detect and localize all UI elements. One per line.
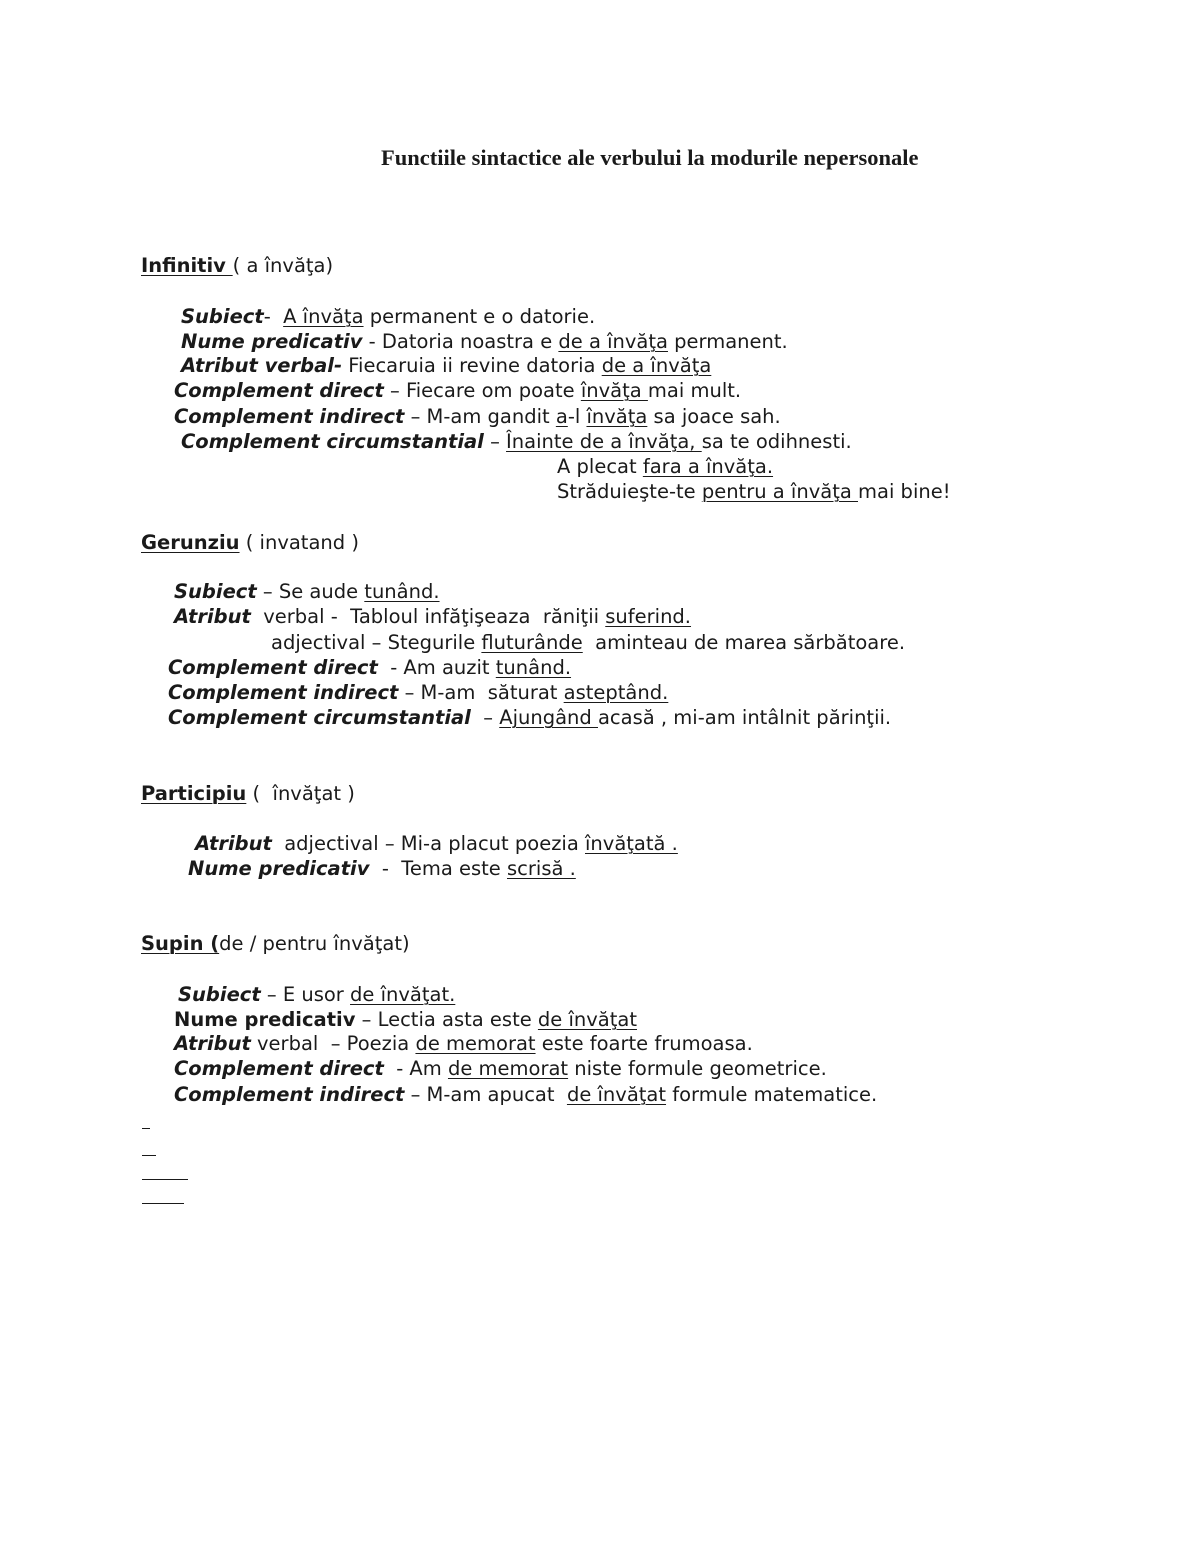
example-verb: tunând. [364,580,440,603]
text: - Datoria noastra e [362,330,559,353]
text: – [470,706,500,729]
example-verb: tunând. [495,656,572,679]
example-verb: Înainte de a învăţa, [506,430,702,453]
function-label: Subiect [181,305,264,328]
function-label: Atribut verbal- [181,354,343,377]
text: permanent e o datorie. [363,305,596,328]
heading-label: Supin ( [141,932,220,955]
participiu-line-nume-predicativ [188,859,576,879]
infinitiv-line-circumstantial-example-3 [557,482,951,502]
function-label: Nume predicativ [174,1008,356,1031]
example-verb: a [555,405,568,428]
function-label: Complement direct [174,1057,384,1080]
infinitiv-line-atribut-verbal [181,356,711,376]
function-label: Subiect [178,983,261,1006]
heading-example: de / pentru învăţat) [219,932,410,955]
function-label: Atribut [174,605,251,628]
underline-rule [142,1128,150,1129]
example-verb: de memorat [447,1057,569,1080]
example-verb: pentru a învăţa [701,480,858,503]
page-title: Functiile sintactice ale verbului la modurile nepersonale [381,145,919,170]
heading-example: ( invatand ) [239,531,359,554]
example-verb: suferind. [605,605,692,628]
example-verb: învăţată . [585,832,678,855]
example-verb: de învăţat [537,1008,638,1031]
underline-rule [142,1179,188,1180]
text: formule matematice. [666,1083,878,1106]
text: A plecat [557,455,643,478]
example-verb: de memorat [415,1032,536,1055]
text: adjectival – Stegurile [271,631,482,654]
function-label: Complement circumstantial [181,430,484,453]
section-heading-infinitiv [141,256,333,276]
gerunziu-line-complement-direct [168,658,571,678]
example-verb: de a învăţa [601,354,712,377]
text: – Fiecare om poate [383,379,581,402]
text: mai bine! [858,480,951,503]
example-verb: învăţa [580,379,648,402]
function-label: Nume predicativ [181,330,363,353]
example-verb: învăţa [586,405,648,428]
text: aminteau de marea sărbătoare. [582,631,906,654]
function-label: Nume predicativ [188,857,370,880]
heading-label: Participiu [141,782,247,805]
example-verb: fara a învăţa. [642,455,774,478]
heading-label: Gerunziu [141,531,240,554]
example-verb: fluturânde [481,631,583,654]
section-heading-supin [141,934,410,954]
infinitiv-line-complement-direct [174,381,741,401]
supin-line-atribut-verbal [174,1034,753,1054]
text: sa te odihnesti. [701,430,852,453]
example-verb: A învăţa [283,305,364,328]
text: - Am [383,1057,448,1080]
example-verb: de învăţat [566,1083,667,1106]
example-verb: scrisă . [507,857,576,880]
supin-line-subiect [178,985,455,1005]
text: Străduieşte-te [557,480,702,503]
supin-line-complement-direct [174,1059,827,1079]
example-verb: Ajungând [499,706,598,729]
text: – E usor [260,983,351,1006]
function-label: Complement indirect [168,681,399,704]
text: Fiecaruia ii revine datoria [342,354,602,377]
example-verb: asteptând. [563,681,669,704]
text: -l [567,405,587,428]
infinitiv-line-subiect [181,307,595,327]
heading-label: Infinitiv [141,254,233,277]
section-heading-gerunziu [141,533,359,553]
function-label: Complement circumstantial [168,706,471,729]
text: - Tema este [369,857,507,880]
function-label: Atribut [195,832,272,855]
text: acasă , mi-am intâlnit părinţii. [597,706,892,729]
function-label: Complement indirect [174,405,405,428]
underline-rule [142,1155,156,1156]
text: – M-am gandit [404,405,556,428]
supin-line-nume-predicativ [174,1010,637,1030]
text: – M-am săturat [398,681,564,704]
text: sa joace sah. [647,405,781,428]
infinitiv-line-nume-predicativ [181,332,788,352]
gerunziu-line-atribut-adjectival [271,633,905,653]
text: adjectival – Mi-a placut poezia [271,832,585,855]
text: mai mult. [647,379,742,402]
text: – Lectia asta este [355,1008,538,1031]
text: - Am auzit [377,656,496,679]
example-verb: de învăţat. [350,983,456,1006]
gerunziu-line-complement-indirect [168,683,668,703]
function-label: Subiect [174,580,257,603]
supin-line-complement-indirect [174,1085,877,1105]
text: este foarte frumoasa. [535,1032,753,1055]
function-label: Complement direct [174,379,384,402]
function-label: Complement indirect [174,1083,405,1106]
example-verb: de a învăţa [558,330,668,353]
participiu-line-atribut-adjectival [195,834,678,854]
infinitiv-line-complement-circumstantial [181,432,852,452]
text: verbal - Tabloul infăţişeaza răniţii [250,605,606,628]
text: - [263,305,284,328]
infinitiv-line-circumstantial-example-2 [557,457,773,477]
text: verbal – Poezia [250,1032,416,1055]
text: permanent. [667,330,788,353]
text: – M-am apucat [404,1083,567,1106]
text: niste formule geometrice. [568,1057,827,1080]
section-heading-participiu [141,784,355,804]
gerunziu-line-subiect [174,582,440,602]
gerunziu-line-atribut-verbal [174,607,691,627]
heading-example: ( a învăţa) [232,254,334,277]
heading-example: ( învăţat ) [246,782,355,805]
function-label: Atribut [174,1032,251,1055]
infinitiv-line-complement-indirect [174,407,781,427]
text: – [483,430,507,453]
text: – Se aude [256,580,365,603]
underline-rule [142,1203,184,1204]
function-label: Complement direct [168,656,378,679]
gerunziu-line-complement-circumstantial [168,708,891,728]
